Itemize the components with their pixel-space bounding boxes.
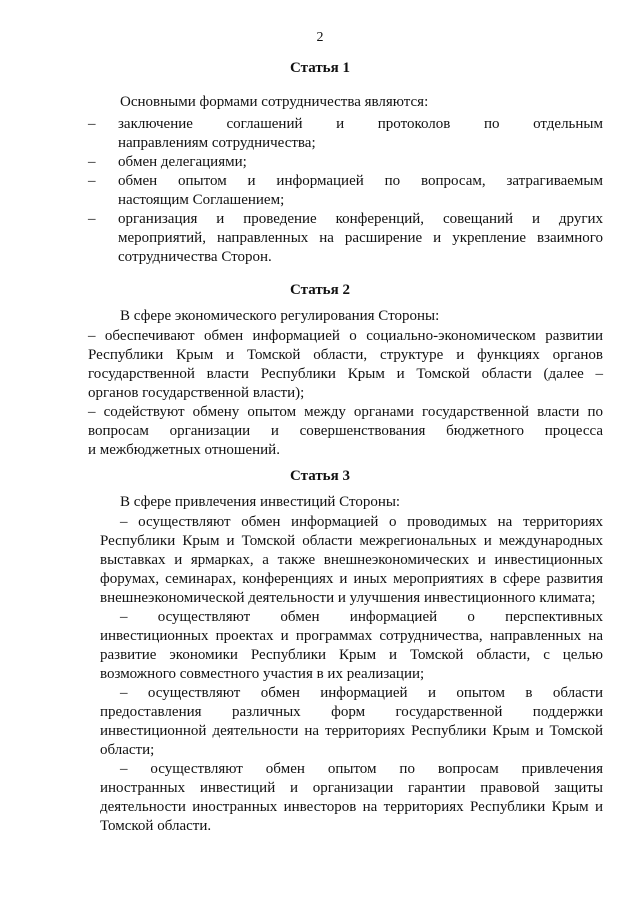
article-3-item-1	[100, 513, 603, 608]
article-2-title: Статья 2	[290, 282, 350, 298]
text-line: Томской области.	[100, 818, 212, 834]
article-1-title: Статья 1	[290, 60, 350, 76]
article-3-item-4	[100, 760, 603, 836]
article-3-title: Статья 3	[290, 468, 350, 484]
text-line: – осуществляют обмен информацией о перспективных	[120, 609, 603, 625]
text-line: заключение соглашений и протоколов по отдельным	[118, 116, 603, 132]
article-2-item-2	[88, 403, 603, 460]
text-line: форумах, семинарах, конференциях и иных мероприятиях в сфере развития	[100, 571, 603, 587]
article-2-item-1	[88, 327, 603, 403]
text-line: развитие экономики Республики Крым и Томской области, с целью	[100, 647, 603, 663]
dash-marker: –	[88, 173, 96, 189]
article-3-item-2	[100, 608, 603, 684]
text-line: организация и проведение конференций, совещаний и других	[118, 211, 603, 227]
text-line: мероприятий, направленных на расширение и укрепление взаимного	[118, 230, 603, 246]
page-number: 2	[316, 30, 324, 45]
text-line: инвестиционной деятельности на территориях Республики Крым и Томской	[100, 723, 603, 739]
text-line: – содействуют обмену опытом между органами государственной власти по	[88, 404, 603, 420]
text-line: внешнеэкономической деятельности и улучшения инвестиционного климата;	[100, 590, 596, 606]
article-1-item-1	[88, 115, 603, 153]
text-line: – осуществляют обмен информацией и опытом в области	[120, 685, 603, 701]
article-1-item-2	[88, 153, 603, 172]
text-line: органов государственной власти);	[88, 385, 305, 401]
article-1-item-4	[88, 210, 603, 267]
text-line: вопросам организации и совершенствования бюджетного процесса	[88, 423, 603, 439]
text-line: возможного совместного участия в их реализации;	[100, 666, 425, 682]
text-line: Республики Крым и Томской области межрегиональных и международных	[100, 533, 603, 549]
text-line: обмен опытом и информацией по вопросам, затрагиваемым	[118, 173, 603, 189]
dash-marker: –	[88, 154, 96, 170]
text-line: предоставления различных форм государственной поддержки	[100, 704, 603, 720]
dash-marker: –	[88, 116, 96, 132]
text-line: – осуществляют обмен опытом по вопросам привлечения	[120, 761, 603, 777]
article-3-intro: В сфере привлечения инвестиций Стороны:	[120, 494, 401, 510]
article-3-item-3	[100, 684, 603, 760]
text-line: выставках и ярмарках, а также внешнеэкономических и инвестиционных	[100, 552, 603, 568]
text-line: иностранных инвестиций и организации гарантии правовой защиты	[100, 780, 603, 796]
text-line: и межбюджетных отношений.	[88, 442, 280, 458]
text-line: Республики Крым и Томской области, структуре и функциях органов	[88, 347, 603, 363]
text-line: – осуществляют обмен информацией о проводимых на территориях	[120, 514, 603, 530]
article-1-item-3	[88, 172, 603, 210]
article-2-intro: В сфере экономического регулирования Стороны:	[120, 308, 440, 324]
text-line: деятельности иностранных инвесторов на территориях Республики Крым и	[100, 799, 603, 815]
text-line: инвестиционных проектах и программах сотрудничества, направленных на	[100, 628, 603, 644]
text-line: обмен делегациями;	[118, 154, 247, 170]
text-line: направлениям сотрудничества;	[118, 135, 316, 151]
text-line: сотрудничества Сторон.	[118, 249, 272, 265]
text-line: настоящим Соглашением;	[118, 192, 285, 208]
text-line: государственной власти Республики Крым и Томской области (далее –	[88, 366, 603, 382]
text-line: – обеспечивают обмен информацией о социально-экономическом развитии	[88, 328, 603, 344]
dash-marker: –	[88, 211, 96, 227]
article-1-intro: Основными формами сотрудничества являются:	[120, 94, 429, 110]
text-line: области;	[100, 742, 155, 758]
